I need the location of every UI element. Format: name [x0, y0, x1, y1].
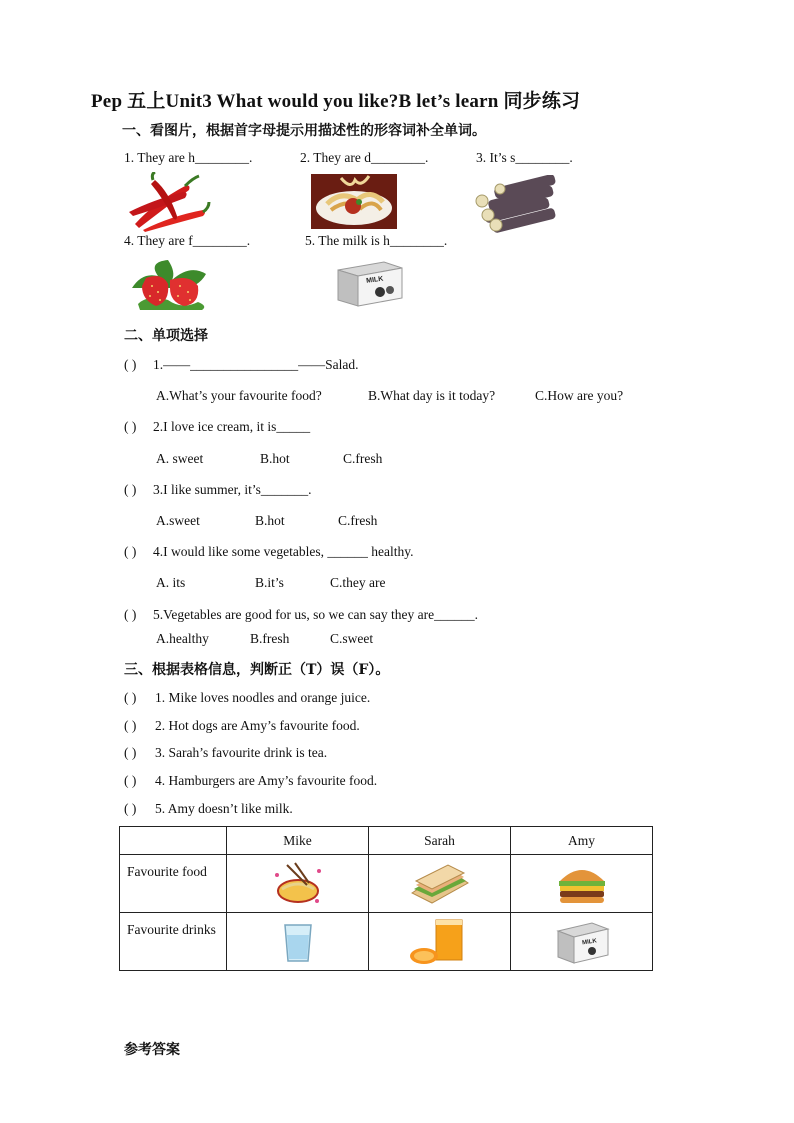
noodle-bowl-icon	[273, 861, 323, 907]
answers-heading: 参考答案	[124, 1042, 180, 1058]
table-milk-label: MILK	[581, 937, 597, 946]
row-label-food: Favourite food	[120, 855, 227, 913]
header-sarah: Sarah	[369, 827, 511, 855]
milk-label: MILK	[365, 275, 384, 285]
s2-option-2c: C.fresh	[343, 451, 383, 466]
cell-sarah-drink	[369, 913, 511, 971]
cell-mike-drink	[227, 913, 369, 971]
s2-option-4b: B.it’s	[255, 575, 284, 590]
s3-statement-4: 4. Hamburgers are Amy’s favourite food.	[155, 773, 378, 788]
s2-option-1c: C.How are you?	[535, 388, 624, 403]
noodles-image	[311, 174, 397, 229]
s2-option-5b: B.fresh	[250, 631, 290, 646]
s2-stem-1: 1.——________________——Salad.	[153, 357, 359, 372]
food-preference-table	[119, 826, 653, 971]
s2-option-3b: B.hot	[255, 513, 285, 528]
s1-question-3: 3. It’s s________.	[476, 150, 573, 165]
s2-option-1b: B.What day is it today?	[368, 388, 496, 403]
s1-question-1: 1. They are h________.	[124, 150, 253, 165]
cell-amy-food	[511, 855, 653, 913]
header-amy: Amy	[511, 827, 653, 855]
s3-statement-2: 2. Hot dogs are Amy’s favourite food.	[155, 718, 360, 733]
orange-juice-icon	[408, 918, 472, 966]
s2-option-4a: A. its	[156, 575, 186, 590]
s2-stem-3: 3.I like summer, it’s_______.	[153, 482, 312, 497]
section1-heading: 一、看图片，根据首字母提示用描述性的形容词补全单词。	[122, 123, 486, 139]
s1-question-5: 5. The milk is h________.	[305, 233, 448, 248]
row-label-drinks: Favourite drinks	[120, 913, 227, 971]
s2-paren-1[interactable]: ( )	[124, 357, 137, 372]
chili-peppers-image	[125, 172, 211, 232]
s2-option-2b: B.hot	[260, 451, 290, 466]
table-corner-cell	[120, 827, 227, 855]
s3-paren-3[interactable]: ( )	[124, 745, 137, 760]
cell-sarah-food	[369, 855, 511, 913]
s1-question-4: 4. They are f________.	[124, 233, 251, 248]
s2-stem-2: 2.I love ice cream, it is_____	[153, 419, 311, 434]
s2-option-4c: C.they are	[330, 575, 386, 590]
s2-option-5a: A.healthy	[156, 631, 209, 646]
cell-mike-food	[227, 855, 369, 913]
s2-paren-2[interactable]: ( )	[124, 419, 137, 434]
s3-paren-5[interactable]: ( )	[124, 801, 137, 816]
page-title: Pep 五上Unit3 What would you like?B let’s learn 同步练习	[91, 91, 581, 112]
s2-stem-4: 4.I would like some vegetables, ______ healthy.	[153, 544, 414, 559]
s2-option-5c: C.sweet	[330, 631, 374, 646]
s3-statement-3: 3. Sarah’s favourite drink is tea.	[155, 745, 328, 760]
header-mike: Mike	[227, 827, 369, 855]
water-glass-icon	[281, 921, 315, 963]
s3-paren-2[interactable]: ( )	[124, 718, 137, 733]
table-header-row	[120, 827, 653, 855]
hamburger-icon	[556, 863, 608, 905]
strawberries-image	[128, 254, 214, 312]
cell-amy-drink	[511, 913, 653, 971]
s2-paren-3[interactable]: ( )	[124, 482, 137, 497]
milk-carton-image	[324, 256, 406, 308]
table-row	[120, 855, 653, 913]
s3-paren-1[interactable]: ( )	[124, 690, 137, 705]
s3-statement-1: 1. Mike loves noodles and orange juice.	[155, 690, 371, 705]
table-row	[120, 913, 653, 971]
section2-heading: 二、单项选择	[124, 328, 208, 344]
s1-question-2: 2. They are d________.	[300, 150, 429, 165]
s2-paren-5[interactable]: ( )	[124, 607, 137, 622]
sandwich-icon	[408, 863, 472, 905]
milk-carton-icon	[552, 919, 612, 965]
s2-stem-5: 5.Vegetables are good for us, so we can say they are______.	[153, 607, 479, 622]
s3-paren-4[interactable]: ( )	[124, 773, 137, 788]
section3-heading: 三、根据表格信息，判断正（T）误（F）。	[124, 662, 390, 678]
s2-option-2a: A. sweet	[156, 451, 204, 466]
s2-option-1a: A.What’s your favourite food?	[156, 388, 322, 403]
s2-option-3a: A.sweet	[156, 513, 200, 528]
s3-statement-5: 5. Amy doesn’t like milk.	[155, 801, 293, 816]
sugarcane-image	[474, 175, 562, 233]
s2-option-3c: C.fresh	[338, 513, 378, 528]
s2-paren-4[interactable]: ( )	[124, 544, 137, 559]
